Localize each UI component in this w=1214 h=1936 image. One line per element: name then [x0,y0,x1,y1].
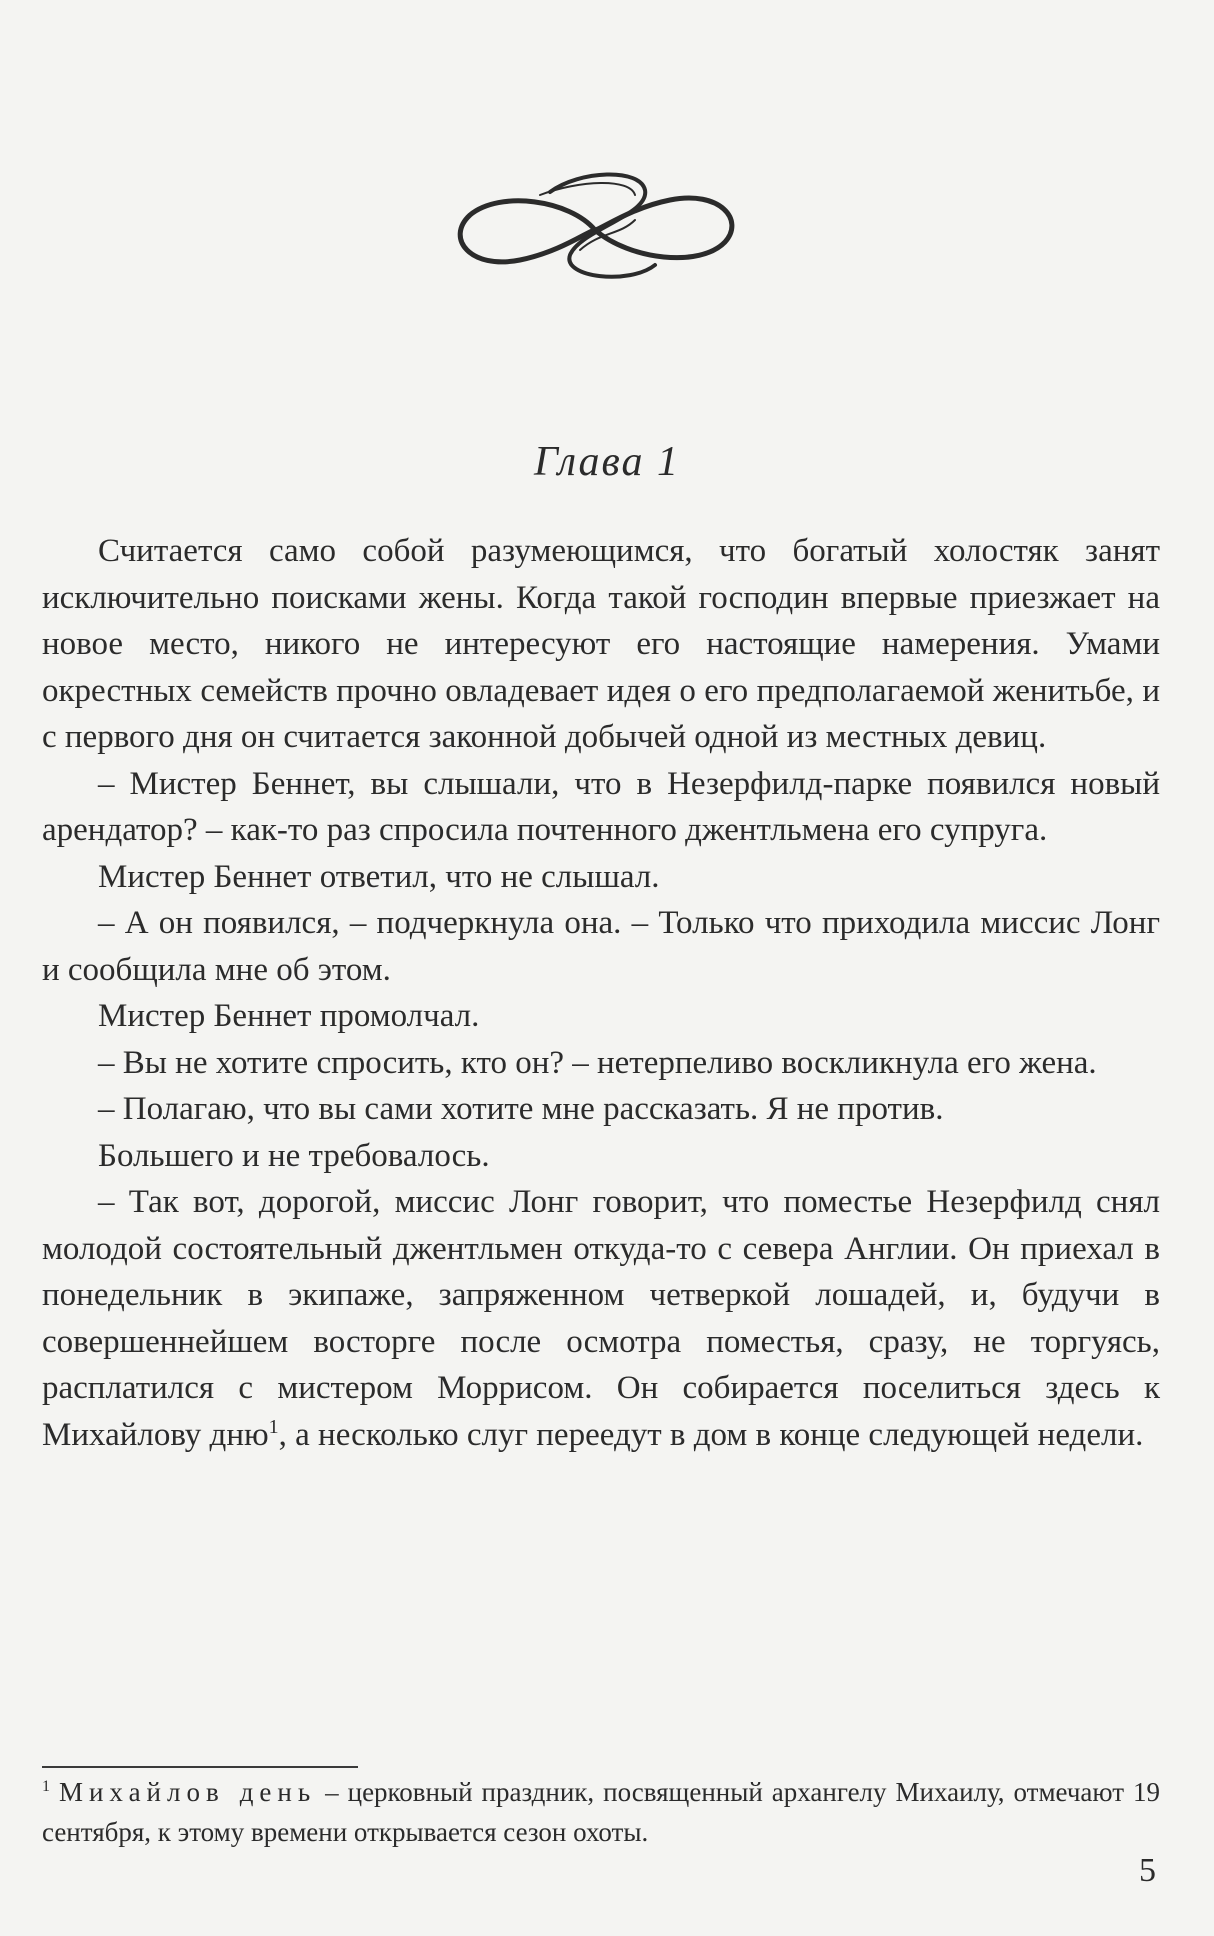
paragraph: – Вы не хотите спросить, кто он? – нетерпеливо воскликнула его жена. [98,1044,1097,1081]
paragraph-text: , а несколько слуг переедут в дом в конце следующей недели. [278,1416,1144,1453]
paragraph: – А он появился, – подчеркнула она. – Только что приходила миссис Лонг и сообщила мне об этом. [42,905,1160,988]
footnote-mark: 1 [42,1778,50,1795]
paragraph: Считается само собой разумеющимся, что богатый холостяк занят исключительно поисками жены. Когда такой господин впервые приезжает на новое место, никого не интересуют его настоящие намерения. Умами окрестных семейств прочно овладевает идея о его предполагаемой женитьбе, и с первого дня он считается законной добычей одной из местных девиц. [42,533,1160,755]
chapter-title: Глава 1 [534,439,680,485]
footnote [42,1772,1160,1852]
paragraph: Мистер Беннет промолчал. [98,998,480,1034]
footnote-divider [42,1766,358,1768]
paragraph: – Полагаю, что вы сами хотите мне рассказать. Я не против. [98,1091,944,1127]
page-number: 5 [1139,1852,1156,1889]
paragraph-text: – Так вот, дорогой, миссис Лонг говорит, что поместье Незерфилд снял молодой состоятельный джентльмен откуда-то с севера Англии. Он приехал в понедельник в экипаже, запряженном четверкой лошадей, и, будучи в совершеннейшем восторге после осмотра поместья, сразу, не торгуясь, расплатился с мистером Моррисом. Он собирается поселиться здесь к Михайлову дню [42,1184,1160,1453]
chapter-body [42,528,1160,1458]
footnote-text: – церковный праздник, посвященный архангелу Михаилу, отмечают 19 сентября, к этому времени открывается сезон охоты. [42,1777,1160,1847]
footnote-reference[interactable]: 1 [268,1415,279,1438]
paragraph: Мистер Беннет ответил, что не слышал. [98,858,660,895]
paragraph: Большего и не требовалось. [98,1137,490,1174]
footnote-term: Михайлов день [58,1777,317,1807]
paragraph: – Мистер Беннет, вы слышали, что в Незерфилд-парке появился новый арендатор? – как-то раз спросила почтенного джентльмена его супруга. [42,765,1160,848]
paragraph-with-footnote-ref [42,1179,1160,1458]
celtic-knot-ornament-icon [430,160,760,290]
